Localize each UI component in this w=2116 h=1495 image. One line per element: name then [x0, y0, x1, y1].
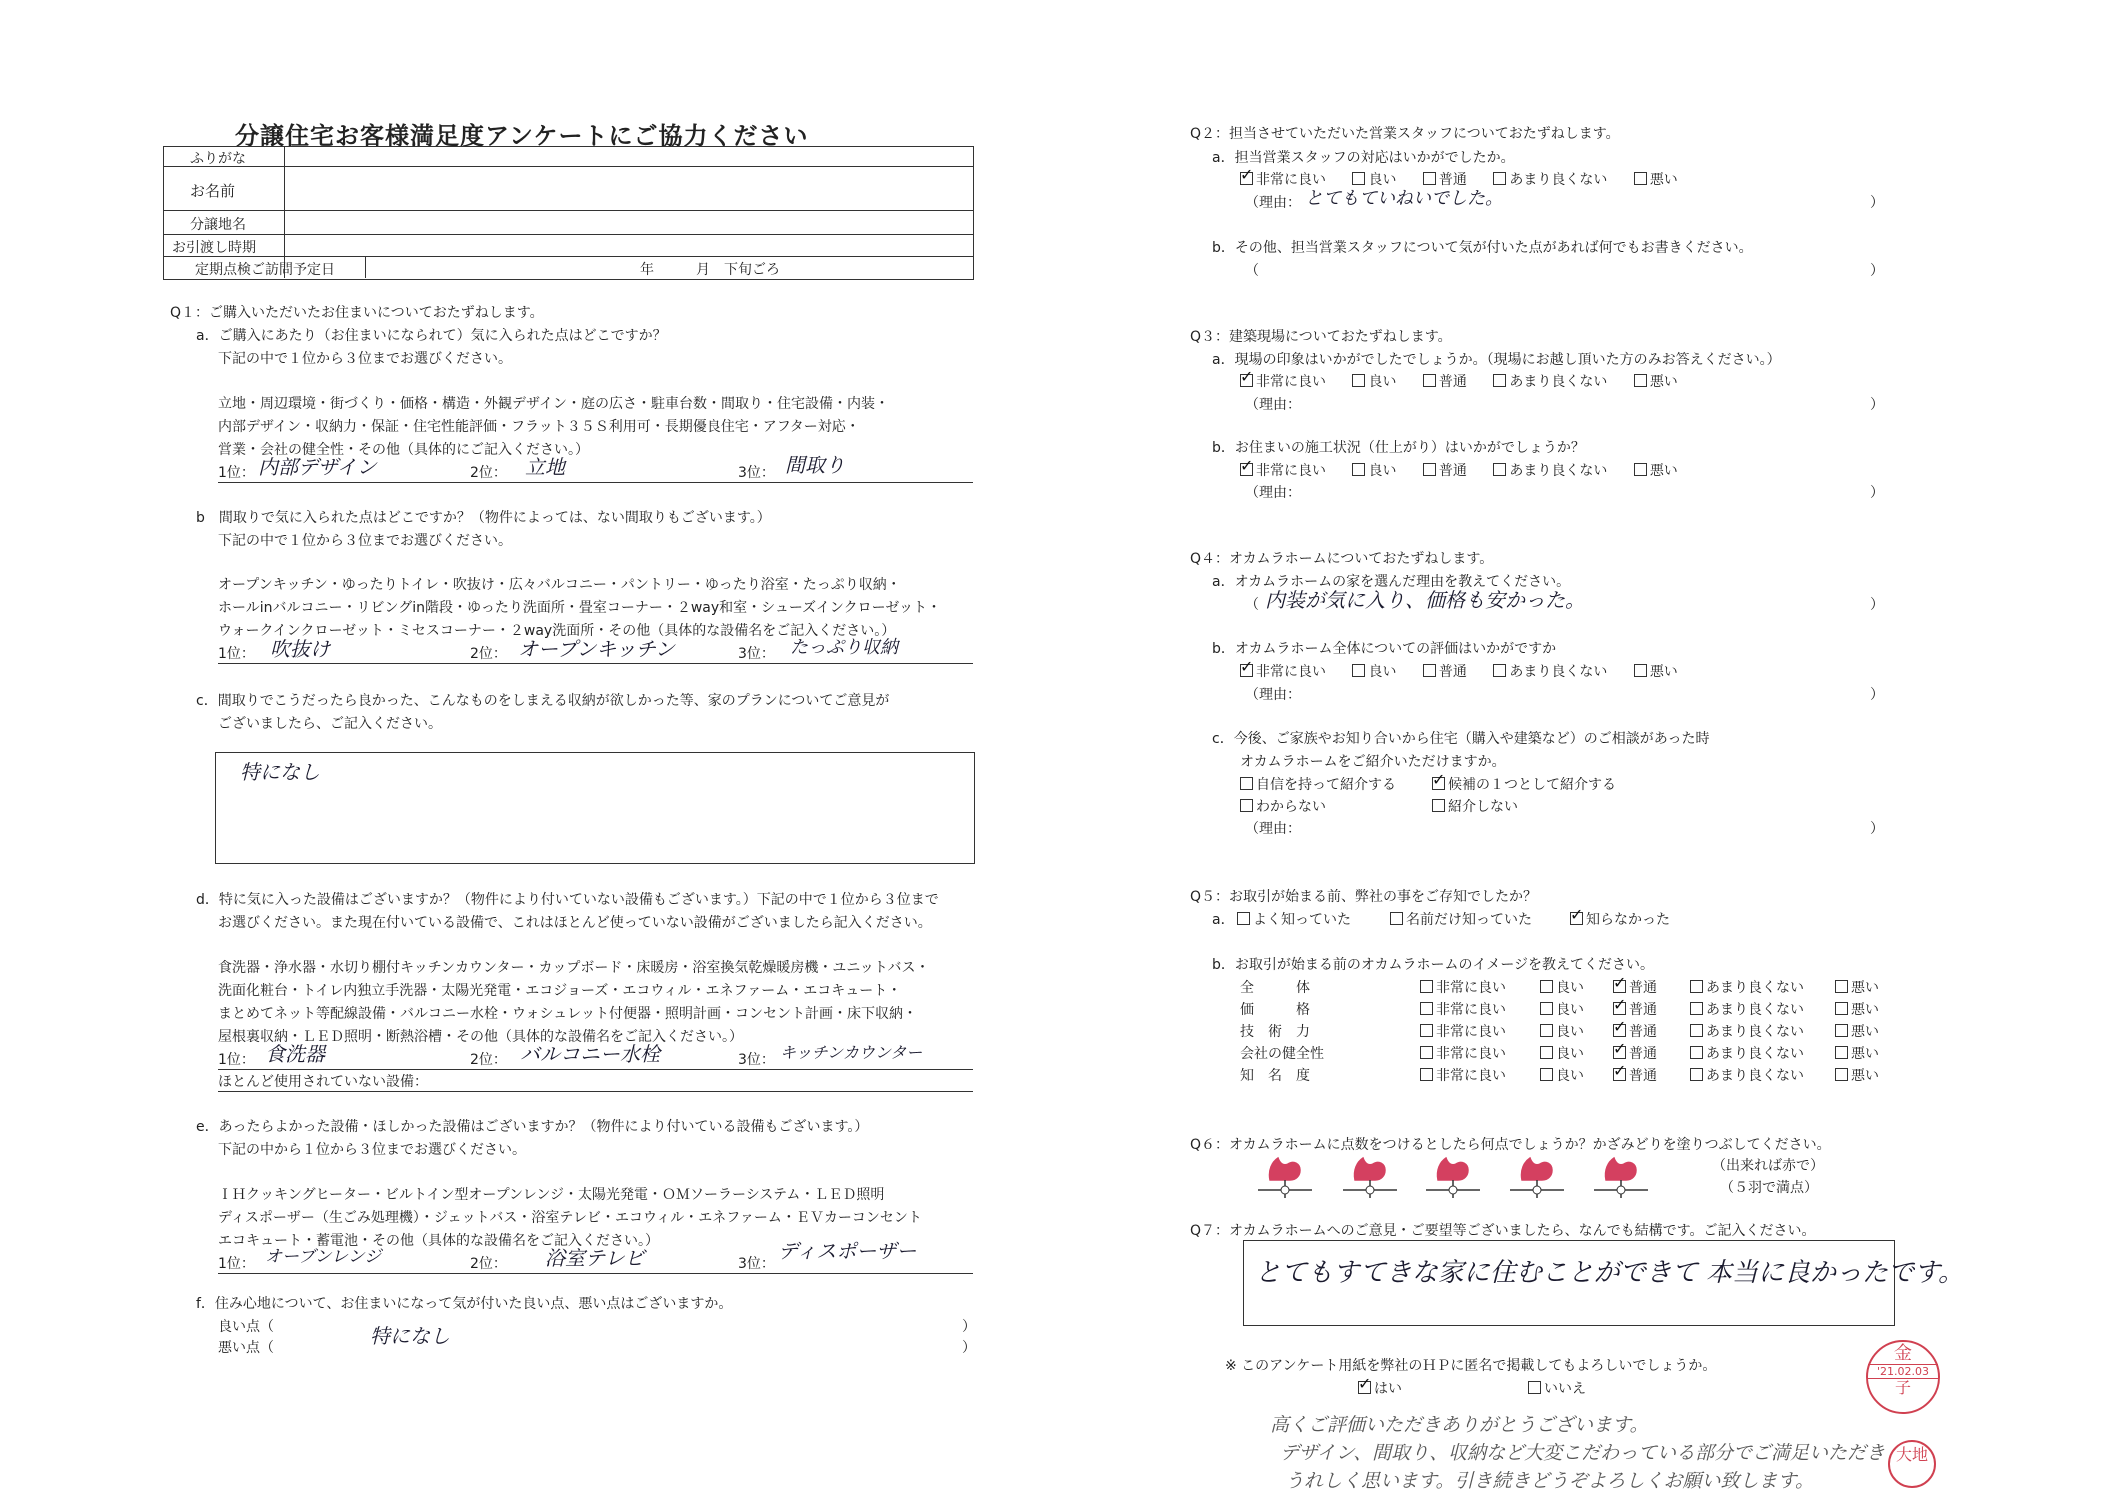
q4-heading: Q４：オカムラホームについておたずねします。: [1190, 551, 1494, 567]
visit-date-suffix: 年 月 下旬ごろ: [640, 262, 780, 278]
checkbox[interactable]: [1540, 1002, 1553, 1015]
q1e-rank3-answer: ディスポーザー: [778, 1239, 917, 1263]
q1a-question: a．ご購入にあたり（お住まいになられて）気に入られた点はどこですか？: [196, 328, 667, 344]
consent-no: いいえ: [1528, 1378, 1586, 1398]
q1d-options-line: 屋根裏収納・ＬＥＤ照明・断熱浴槽・その他（具体的な設備名をご記入ください。）: [218, 1029, 743, 1045]
reply-line: 高くご評価いただきありがとうございます。: [1270, 1414, 1649, 1436]
q5b-option: ✓ 普通: [1613, 1065, 1657, 1085]
q4c-option: わからない: [1240, 796, 1326, 816]
q3-heading: Q３：建築現場についておたずねします。: [1190, 329, 1452, 345]
checkbox[interactable]: [1613, 1002, 1626, 1015]
q4c-option: ✓ 候補の１つとして紹介する: [1432, 774, 1616, 794]
q5b-option: ✓ 普通: [1613, 1043, 1657, 1063]
date-seal: [1866, 1340, 1940, 1414]
name-label: お名前: [190, 182, 236, 200]
q1b-sub: 下記の中で１位から３位までお選びください。: [218, 533, 512, 549]
q1d-options-line: 食洗器・浄水器・水切り棚付キッチンカウンター・カップボード・床暖房・浴室換気乾燥暖房機・ユニットバス・: [218, 960, 930, 976]
q5b-row-label: 価 格: [1240, 1002, 1310, 1018]
q2a-question: a．担当営業スタッフの対応はいかがでしたか。: [1212, 150, 1515, 166]
checkbox[interactable]: [1634, 374, 1647, 387]
q4c-question: c．今後、ご家族やお知り合いから住宅（購入や建築など）のご相談があった時: [1212, 731, 1710, 747]
q5b-option: 非常に良い: [1420, 1021, 1506, 1041]
checkbox[interactable]: [1423, 374, 1436, 387]
q1c-question: c．間取りでこうだったら良かった、こんなものをしまえる収納が欲しかった等、家のプランについてご意見が: [196, 693, 890, 709]
checkbox[interactable]: [1690, 1046, 1703, 1059]
q2b-question: b．その他、担当営業スタッフについて気が付いた点があれば何でもお書きください。: [1212, 240, 1753, 256]
q1e-options-line: エコキュート・蓄電池・その他（具体的な設備名をご記入ください。）: [218, 1233, 659, 1249]
weathervane-icon[interactable]: [1502, 1150, 1572, 1205]
furigana-label: ふりがな: [190, 151, 246, 167]
checkbox[interactable]: [1352, 463, 1365, 476]
checkbox[interactable]: [1690, 1002, 1703, 1015]
checkbox[interactable]: [1352, 664, 1365, 677]
q4a-question: a．オカムラホームの家を選んだ理由を教えてください。: [1212, 574, 1571, 590]
q1c-question-cont: ございましたら、ご記入ください。: [218, 716, 442, 732]
checkbox[interactable]: [1420, 1068, 1433, 1081]
checkbox[interactable]: [1423, 664, 1436, 677]
q1d-unused-label: ほとんど使用されていない設備：: [218, 1074, 428, 1090]
checkbox[interactable]: [1240, 463, 1253, 476]
q5b-option: 悪い: [1835, 1043, 1879, 1063]
q5a-option: 名前だけ知っていた: [1390, 909, 1532, 929]
q1f-good-label: 良い点（: [218, 1319, 274, 1335]
q1a-rank2-answer: 立地: [525, 455, 565, 479]
checkbox[interactable]: [1835, 1046, 1848, 1059]
q1e-rank1-answer: オーブンレンジ: [265, 1247, 382, 1267]
weathervane-icon[interactable]: [1418, 1150, 1488, 1205]
checkbox[interactable]: [1613, 1068, 1626, 1081]
option: 普通: [1423, 172, 1467, 188]
q1e-options-line: ディスポーザー（生ごみ処理機）・ジェットバス・浴室テレビ・エコウィル・エネファーム・ＥＶカーコンセント: [218, 1210, 922, 1226]
checkbox[interactable]: [1835, 980, 1848, 993]
reply-line: うれしく思います。引き続きどうぞよろしくお願い致します。: [1285, 1470, 1814, 1492]
q1d-options-line: まとめてネット等配線設備・バルコニー水栓・ウォシュレット付便器・照明計画・コンセント計画・床下収納・: [218, 1006, 918, 1022]
q3b-options: ✓非常に良い 良い 普通 あまり良くない 悪い: [1240, 460, 1700, 480]
checkbox[interactable]: [1240, 777, 1253, 790]
q3b-question: b．お住まいの施工状況（仕上がり）はいかがでしょうか？: [1212, 440, 1585, 456]
q5b-option: 悪い: [1835, 1021, 1879, 1041]
q1e-options-line: ＩＨクッキングヒーター・ビルトイン型オープンレンジ・太陽光発電・ＯＭソーラーシステム・ＬＥＤ照明: [218, 1187, 885, 1203]
q5a-option: ✓ 知らなかった: [1570, 909, 1670, 929]
q1a-rank3-answer: 間取り: [785, 453, 845, 477]
q5b-option: 良い: [1540, 1021, 1584, 1041]
q5b-option: 非常に良い: [1420, 977, 1506, 997]
q5b-option: 悪い: [1835, 977, 1879, 997]
checkbox[interactable]: [1240, 799, 1253, 812]
reason-label: （理由：: [1245, 821, 1301, 837]
q1a-options-line: 立地・周辺環境・街づくり・価格・構造・外観デザイン・庭の広さ・駐車台数・間取り・住宅設備・内装・: [218, 396, 890, 412]
q1b-rank3-answer: たっぷり収納: [790, 637, 898, 658]
q1a-options-line: 内部デザイン・収納力・保証・住宅性能評価・フラット３５Ｓ利用可・長期優良住宅・アフター対応・: [218, 419, 860, 435]
close-paren: ）: [962, 1319, 976, 1335]
weathervane-icon[interactable]: [1586, 1150, 1656, 1205]
lot-name-label: 分譲地名: [190, 217, 246, 233]
q5b-question: b．お取引が始まる前のオカムラホームのイメージを教えてください。: [1212, 957, 1655, 973]
q5b-option: 悪い: [1835, 999, 1879, 1019]
seal-date: '21.02.03: [1868, 1364, 1938, 1379]
open-paren: （: [1245, 597, 1259, 613]
reason-label: （理由：: [1245, 687, 1301, 703]
q5b-option: 良い: [1540, 977, 1584, 997]
q1b-options-line: ウォークインクローゼット・ミセスコーナー・２way洗面所・その他（具体的な設備名をご記入ください。）: [218, 623, 896, 639]
q7-heading: Q７：オカムラホームへのご意見・ご要望等ございましたら、なんでも結構です。ご記入ください。: [1190, 1223, 1816, 1239]
page-title: 分譲住宅お客様満足度アンケートにご協力ください: [235, 122, 809, 150]
q1a-sub: 下記の中で１位から３位までお選びください。: [218, 351, 512, 367]
q5b-option: ✓ 普通: [1613, 977, 1657, 997]
q1e-sub: 下記の中から１位から３位までお選びください。: [218, 1142, 526, 1158]
checkbox[interactable]: [1432, 799, 1445, 812]
q5b-option: あまり良くない: [1690, 999, 1804, 1019]
q4c-option: 紹介しない: [1432, 796, 1518, 816]
reason-label: （理由：: [1245, 397, 1301, 413]
q1b-options-line: ホールinバルコニー・リビングin階段・ゆったり洗面所・畳室コーナー・２way和室・シューズインクローゼット・: [218, 600, 942, 616]
rank-label: 1位：: [218, 465, 255, 481]
q1b-options-line: オープンキッチン・ゆったりトイレ・吹抜け・広々バルコニー・パントリー・ゆったり浴室・たっぷり収納・: [218, 577, 901, 593]
q5-heading: Q５：お取引が始まる前、弊社の事をご存知でしたか？: [1190, 889, 1538, 905]
q1a-options-line: 営業・会社の健全性・その他（具体的にご記入ください。）: [218, 442, 589, 458]
checkbox[interactable]: [1690, 980, 1703, 993]
checkbox[interactable]: [1390, 912, 1403, 925]
q6-heading: Q６：オカムラホームに点数をつけるとしたら何点でしょうか？かざみどりを塗りつぶしてください。: [1190, 1137, 1831, 1153]
close-paren: ）: [1870, 597, 1884, 613]
checkbox[interactable]: [1493, 463, 1506, 476]
q3a-question: a．現場の印象はいかがでしたでしょうか。（現場にお越し頂いた方のみお答えください。）: [1212, 352, 1781, 368]
q5b-option: 非常に良い: [1420, 1043, 1506, 1063]
checkbox[interactable]: [1613, 1024, 1626, 1037]
checkbox[interactable]: [1634, 664, 1647, 677]
q5b-row-label: 会社の健全性: [1240, 1046, 1324, 1062]
checkbox[interactable]: [1420, 1046, 1433, 1059]
q5b-option: 良い: [1540, 1043, 1584, 1063]
q1c-answer-box: [215, 752, 975, 864]
seal-top: 金: [1894, 1343, 1912, 1364]
q1b-rank1-answer: 吹抜け: [270, 637, 330, 661]
checkbox[interactable]: [1423, 463, 1436, 476]
checkbox[interactable]: [1432, 777, 1445, 790]
seal-bottom: 子: [1894, 1378, 1911, 1397]
checkbox[interactable]: [1540, 1068, 1553, 1081]
checkbox[interactable]: [1420, 1002, 1433, 1015]
checkbox[interactable]: [1493, 664, 1506, 677]
rank-label: 1位：: [218, 1052, 255, 1068]
q1-heading: Q１：ご購入いただいたお住まいについておたずねします。: [170, 305, 544, 321]
q6-note-red: （出来れば赤で）: [1712, 1158, 1824, 1174]
reason-label: （理由：: [1245, 485, 1301, 501]
q5a-option: よく知っていた: [1237, 909, 1351, 929]
rank-label: 1位：: [218, 1256, 255, 1272]
consent-question: ※ このアンケート用紙を弊社のＨＰに匿名で掲載してもよろしいでしょうか。: [1225, 1358, 1717, 1374]
visit-label: 定期点検ご訪問予定日: [195, 262, 335, 278]
q5a-label: a．: [1212, 912, 1235, 928]
q1d-rank1-answer: 食洗器: [265, 1042, 325, 1066]
q1d-rank2-answer: バルコニー水栓: [520, 1042, 660, 1066]
q5b-row-label: 知 名 度: [1240, 1068, 1310, 1084]
q5b-option: あまり良くない: [1690, 1065, 1804, 1085]
checkbox[interactable]: [1613, 1046, 1626, 1059]
checkbox[interactable]: [1358, 1381, 1371, 1394]
option: 良い: [1352, 172, 1396, 188]
q1f-question: f．住み心地について、お住まいになって気が付いた良い点、悪い点はございますか。: [196, 1296, 733, 1312]
checkbox[interactable]: [1835, 1068, 1848, 1081]
q5b-option: 良い: [1540, 999, 1584, 1019]
q1d-question-cont: お選びください。また現在付いている設備で、これはほとんど使っていない設備がございましたら記入ください。: [218, 915, 932, 931]
q5b-option: あまり良くない: [1690, 977, 1804, 997]
q1d-rank3-answer: キッチンカウンター: [780, 1043, 923, 1062]
rank-label: 3位：: [738, 465, 775, 481]
q4a-answer: 内装が気に入り、価格も安かった。: [1265, 588, 1585, 612]
q4b-options: ✓非常に良い 良い 普通 あまり良くない 悪い: [1240, 661, 1700, 681]
checkbox[interactable]: [1237, 912, 1250, 925]
close-paren: ）: [1870, 195, 1884, 211]
q3a-options: ✓非常に良い 良い 普通 あまり良くない 悪い: [1240, 371, 1700, 391]
rank-label: 3位：: [738, 1052, 775, 1068]
checkbox[interactable]: [1493, 374, 1506, 387]
rank-label: 2位：: [470, 1052, 507, 1068]
checkbox[interactable]: [1540, 980, 1553, 993]
checkbox[interactable]: [1240, 172, 1253, 185]
q5b-option: あまり良くない: [1690, 1043, 1804, 1063]
checkbox[interactable]: [1613, 980, 1626, 993]
close-paren: ）: [1870, 687, 1884, 703]
q1a-rank1-answer: 内部デザイン: [258, 455, 377, 479]
q2-heading: Q２：担当させていただいた営業スタッフについておたずねします。: [1190, 126, 1620, 142]
q5b-option: あまり良くない: [1690, 1021, 1804, 1041]
checkbox[interactable]: [1420, 1024, 1433, 1037]
q1f-answer: 特になし: [370, 1324, 450, 1348]
q5b-option: 非常に良い: [1420, 1065, 1506, 1085]
q5b-row-label: 技 術 力: [1240, 1024, 1310, 1040]
q4b-question: b．オカムラホーム全体についての評価はいかがですか: [1212, 641, 1557, 657]
q1e-question: e．あったらよかった設備・ほしかった設備はございますか？（物件により付いている設備もございます。）: [196, 1119, 869, 1135]
rank-label: 1位：: [218, 646, 255, 662]
checkbox[interactable]: [1570, 912, 1583, 925]
checkbox[interactable]: [1352, 374, 1365, 387]
checkbox[interactable]: [1835, 1024, 1848, 1037]
rank-label: 3位：: [738, 646, 775, 662]
close-paren: ）: [962, 1340, 976, 1356]
q1b-question: b 間取りで気に入られた点はどこですか？（物件によっては、ない間取りもございます。）: [196, 510, 771, 526]
checkbox[interactable]: [1240, 664, 1253, 677]
q1e-rank2-answer: 浴室テレビ: [545, 1246, 645, 1270]
rank-label: 2位：: [470, 1256, 507, 1272]
q1d-question: d．特に気に入った設備はございますか？（物件により付いていない設備もございます。）下記の中で１位から３位まで: [196, 892, 939, 908]
q4c-question-cont: オカムラホームをご紹介いただけますか。: [1240, 754, 1506, 770]
q1c-answer: 特になし: [240, 760, 320, 784]
name-seal: 大地: [1888, 1440, 1936, 1488]
q5b-option: ✓ 普通: [1613, 1021, 1657, 1041]
checkbox[interactable]: [1690, 1024, 1703, 1037]
q6-note-max: （５羽で満点）: [1720, 1180, 1818, 1196]
close-paren: ）: [1870, 485, 1884, 501]
checkbox[interactable]: [1540, 1024, 1553, 1037]
q1d-options-line: 洗面化粧台・トイレ内独立手洗器・太陽光発電・エコジョーズ・エコウィル・エネファーム・エコキュート・: [218, 983, 902, 999]
q1b-rank2-answer: オープンキッチン: [518, 637, 675, 661]
q7-answer: とてもすてきな家に住むことができて 本当に良かったです。: [1255, 1258, 1964, 1288]
checkbox[interactable]: [1528, 1381, 1541, 1394]
open-paren: （: [1245, 263, 1259, 279]
handover-label: お引渡し時期: [172, 240, 256, 256]
consent-yes: ✓はい: [1358, 1378, 1402, 1398]
weathervane-icon[interactable]: [1335, 1150, 1405, 1205]
option: 悪い: [1634, 172, 1678, 188]
q1f-bad-label: 悪い点（: [218, 1340, 274, 1356]
q5b-option: 非常に良い: [1420, 999, 1506, 1019]
q5b-option: 悪い: [1835, 1065, 1879, 1085]
q5b-option: 良い: [1540, 1065, 1584, 1085]
checkbox[interactable]: [1835, 1002, 1848, 1015]
close-paren: ）: [1870, 821, 1884, 837]
close-paren: ）: [1870, 397, 1884, 413]
checkbox[interactable]: [1540, 1046, 1553, 1059]
rank-label: 2位：: [470, 465, 507, 481]
weathervane-icon[interactable]: [1250, 1150, 1320, 1205]
q5b-row-label: 全 体: [1240, 980, 1310, 996]
rank-label: 2位：: [470, 646, 507, 662]
q4c-option: 自信を持って紹介する: [1240, 774, 1396, 794]
reason-label: （理由：: [1245, 195, 1301, 211]
rank-label: 3位：: [738, 1256, 775, 1272]
checkbox[interactable]: [1690, 1068, 1703, 1081]
close-paren: ）: [1870, 263, 1884, 279]
option: あまり良くない: [1493, 172, 1607, 188]
q5b-option: ✓ 普通: [1613, 999, 1657, 1019]
checkbox[interactable]: [1420, 980, 1433, 993]
checkbox[interactable]: [1634, 172, 1647, 185]
checkbox[interactable]: [1240, 374, 1253, 387]
checkbox[interactable]: [1634, 463, 1647, 476]
q2a-reason: とてもていねいでした。: [1305, 188, 1503, 209]
option: ✓非常に良い: [1240, 172, 1326, 188]
reply-line: デザイン、間取り、収納など大変こだわっている部分でご満足いただき: [1280, 1442, 1885, 1464]
